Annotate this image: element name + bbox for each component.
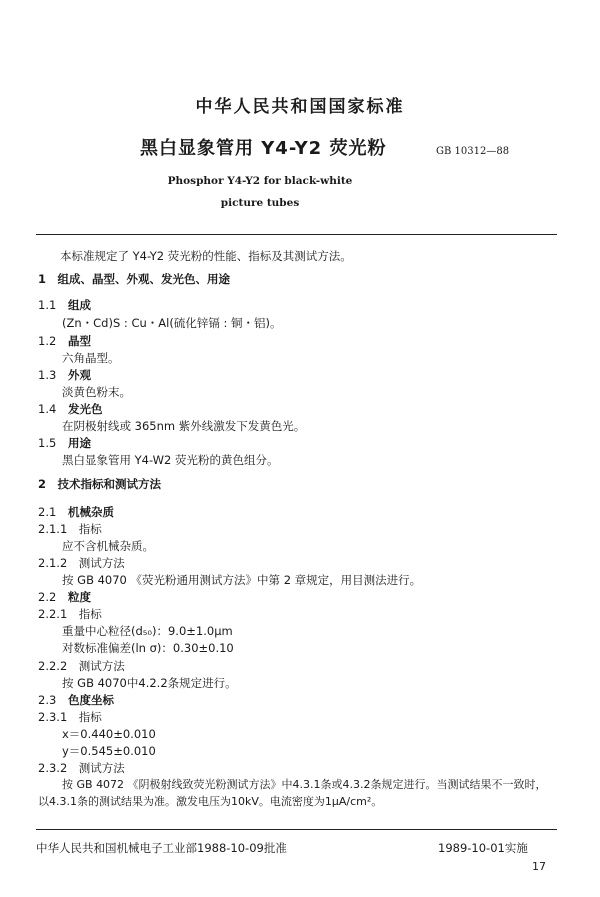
section-number: 1.3 <box>38 368 57 382</box>
english-title <box>140 170 380 214</box>
chromaticity-test-text-2: 以4.3.1条的测试结果为准。激发电压为10kV。电流密度为1μA/cm²。 <box>38 795 383 808</box>
section-2-1-1-heading: 2.1.1 指标 <box>38 522 102 536</box>
header-divider <box>36 234 557 235</box>
section-title: 用途 <box>68 436 91 450</box>
median-size-text: 重量中心粒径(d₅₀)：9.0±1.0μm <box>62 624 233 638</box>
section-2-2-heading <box>38 589 91 605</box>
section-number: 2.2 <box>38 590 57 604</box>
section-1-4-heading <box>38 401 103 417</box>
section-2-2-2-heading: 2.2.2 测试方法 <box>38 659 125 673</box>
section-number: 1.1 <box>38 298 57 312</box>
log-std-dev-text: 对数标准偏差(ln σ)：0.30±0.10 <box>62 641 234 655</box>
section-2-1-heading <box>38 504 114 520</box>
section-1-3-heading <box>38 367 91 383</box>
section-number: 1.4 <box>38 402 57 416</box>
emission-color-text: 在阴极射线或 365nm 紫外线激发下发黄色光。 <box>62 419 306 433</box>
section-1-1-heading <box>38 297 91 313</box>
approval-note: 中华人民共和国机械电子工业部1988-10-09批准 <box>36 841 287 855</box>
chromaticity-test-text-1: 按 GB 4072 《阴极射线致荧光粉测试方法》中4.3.1条或4.3.2条规定进行。当测试结果不一致时， <box>62 778 547 791</box>
english-title-line-2: picture tubes <box>220 197 300 209</box>
footer-divider <box>36 829 557 830</box>
section-2-2-1-heading: 2.2.1 指标 <box>38 607 102 621</box>
section-number: 2.1 <box>38 505 57 519</box>
section-number: 2.3 <box>38 693 57 707</box>
section-2-3-2-heading: 2.3.2 测试方法 <box>38 761 125 775</box>
section-2-heading: 2 技术指标和测试方法 <box>38 477 162 491</box>
document-title: 黑白显象管用 Y4-Y2 荧光粉 <box>140 138 387 159</box>
section-title: 色度坐标 <box>68 693 114 707</box>
impurity-test-text: 按 GB 4070 《荧光粉通用测试方法》中第 2 章规定，用目测法进行。 <box>62 573 422 587</box>
section-2-3-heading <box>38 692 114 708</box>
section-1-5-heading <box>38 435 91 451</box>
english-title-line-1: Phosphor Y4-Y2 for black-white <box>167 175 353 187</box>
section-title: 组成 <box>68 298 91 312</box>
effective-date: 1989-10-01实施 <box>438 841 528 855</box>
section-2-3-1-heading: 2.3.1 指标 <box>38 710 102 724</box>
section-1-2-heading <box>38 333 91 349</box>
appearance-text: 淡黄色粉末。 <box>62 385 131 399</box>
chromaticity-x-text: x＝0.440±0.010 <box>62 727 156 741</box>
chromaticity-y-text: y＝0.545±0.010 <box>62 744 156 758</box>
impurity-spec-text: 应不含机械杂质。 <box>62 539 154 553</box>
section-title: 晶型 <box>68 334 91 348</box>
section-title: 发光色 <box>68 402 103 416</box>
section-title: 机械杂质 <box>68 505 114 519</box>
section-number: 1.2 <box>38 334 57 348</box>
national-standard-heading: 中华人民共和国国家标准 <box>195 97 405 117</box>
section-1-heading: 1 组成、晶型、外观、发光色、用途 <box>38 272 230 286</box>
particle-test-text: 按 GB 4070中4.2.2条规定进行。 <box>62 676 237 690</box>
section-2-1-2-heading: 2.1.2 测试方法 <box>38 556 125 570</box>
section-title: 外观 <box>68 368 91 382</box>
page-number: 17 <box>532 860 546 873</box>
section-title: 粒度 <box>68 590 91 604</box>
intro-paragraph: 本标准规定了 Y4-Y2 荧光粉的性能、指标及其测试方法。 <box>60 249 352 263</box>
standard-number: GB 10312—88 <box>436 146 510 157</box>
composition-text: (Zn・Cd)S : Cu・Al(硫化锌镉 : 铜・铝)。 <box>62 316 282 330</box>
crystal-form-text: 六角晶型。 <box>62 351 120 365</box>
usage-text: 黑白显象管用 Y4-W2 荧光粉的黄色组分。 <box>62 453 279 467</box>
section-number: 1.5 <box>38 436 57 450</box>
